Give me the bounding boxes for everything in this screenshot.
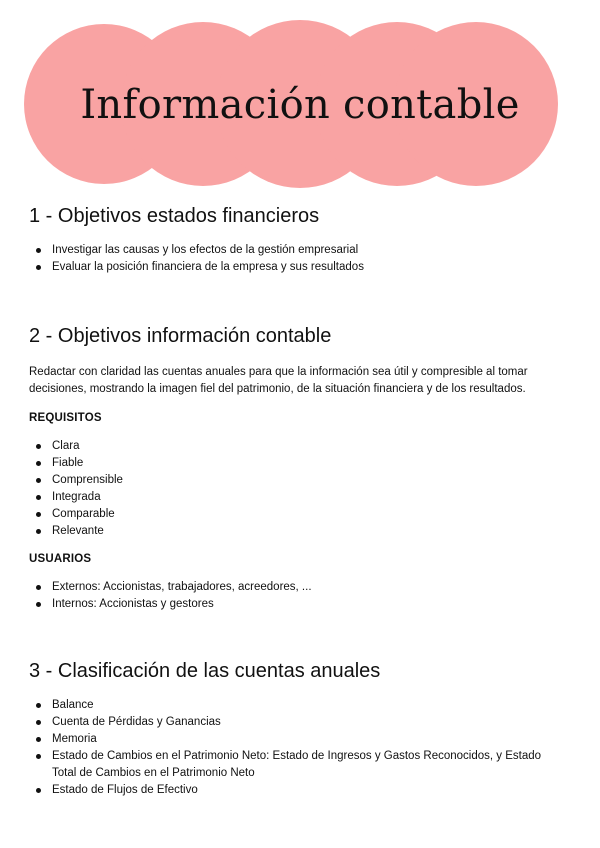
section-heading: 2 - Objetivos información contable <box>29 325 332 347</box>
list-item: Internos: Accionistas y gestores <box>29 596 569 613</box>
bullet-icon <box>36 512 41 517</box>
bullet-icon <box>36 461 41 466</box>
bullet-icon <box>36 737 41 742</box>
bullet-icon <box>36 602 41 607</box>
document-body <box>29 200 569 799</box>
usuarios-list <box>29 579 569 613</box>
list-item: Estado de Cambios en el Patrimonio Neto: Estado de Ingresos y Gastos Reconocidos, y Estado Total de Cambios en el Patrimonio Neto <box>29 748 569 782</box>
list-item: Estado de Flujos de Efectivo <box>29 782 569 799</box>
title-banner <box>0 0 600 200</box>
list-item: Externos: Accionistas, trabajadores, acreedores, ... <box>29 579 569 596</box>
list-item: Evaluar la posición financiera de la empresa y sus resultados <box>29 259 569 276</box>
bullet-icon <box>36 248 41 253</box>
section-clasificacion <box>29 657 569 799</box>
bullet-icon <box>36 585 41 590</box>
bullet-icon <box>36 754 41 759</box>
requisitos-list <box>29 438 569 540</box>
bullet-list <box>29 697 569 799</box>
section-heading: 3 - Clasificación de las cuentas anuales <box>29 660 381 682</box>
bullet-icon <box>36 788 41 793</box>
list-item: Investigar las causas y los efectos de la gestión empresarial <box>29 242 569 259</box>
requisitos-label: REQUISITOS <box>29 412 102 424</box>
section-objetivos-informacion <box>29 322 569 613</box>
list-item: Memoria <box>29 731 569 748</box>
section-objetivos-estados <box>29 202 569 276</box>
usuarios-label: USUARIOS <box>29 553 92 565</box>
list-item: Relevante <box>29 523 569 540</box>
list-item: Fiable <box>29 455 569 472</box>
bullet-icon <box>36 529 41 534</box>
list-item: Integrada <box>29 489 569 506</box>
bullet-icon <box>36 478 41 483</box>
bullet-icon <box>36 265 41 270</box>
page-title: Información contable <box>80 82 520 128</box>
bullet-icon <box>36 703 41 708</box>
list-item: Clara <box>29 438 569 455</box>
list-item: Balance <box>29 697 569 714</box>
list-item: Comprensible <box>29 472 569 489</box>
bullet-list <box>29 242 569 276</box>
section-paragraph: Redactar con claridad las cuentas anuales para que la información sea útil y compresible al tomar decisiones, mostrando la imagen fiel del patrimonio, de la situación financiera y de los resultados. <box>29 366 528 395</box>
list-item: Cuenta de Pérdidas y Ganancias <box>29 714 569 731</box>
bullet-icon <box>36 720 41 725</box>
section-heading: 1 - Objetivos estados financieros <box>29 205 320 227</box>
list-item: Comparable <box>29 506 569 523</box>
bullet-icon <box>36 495 41 500</box>
bullet-icon <box>36 444 41 449</box>
